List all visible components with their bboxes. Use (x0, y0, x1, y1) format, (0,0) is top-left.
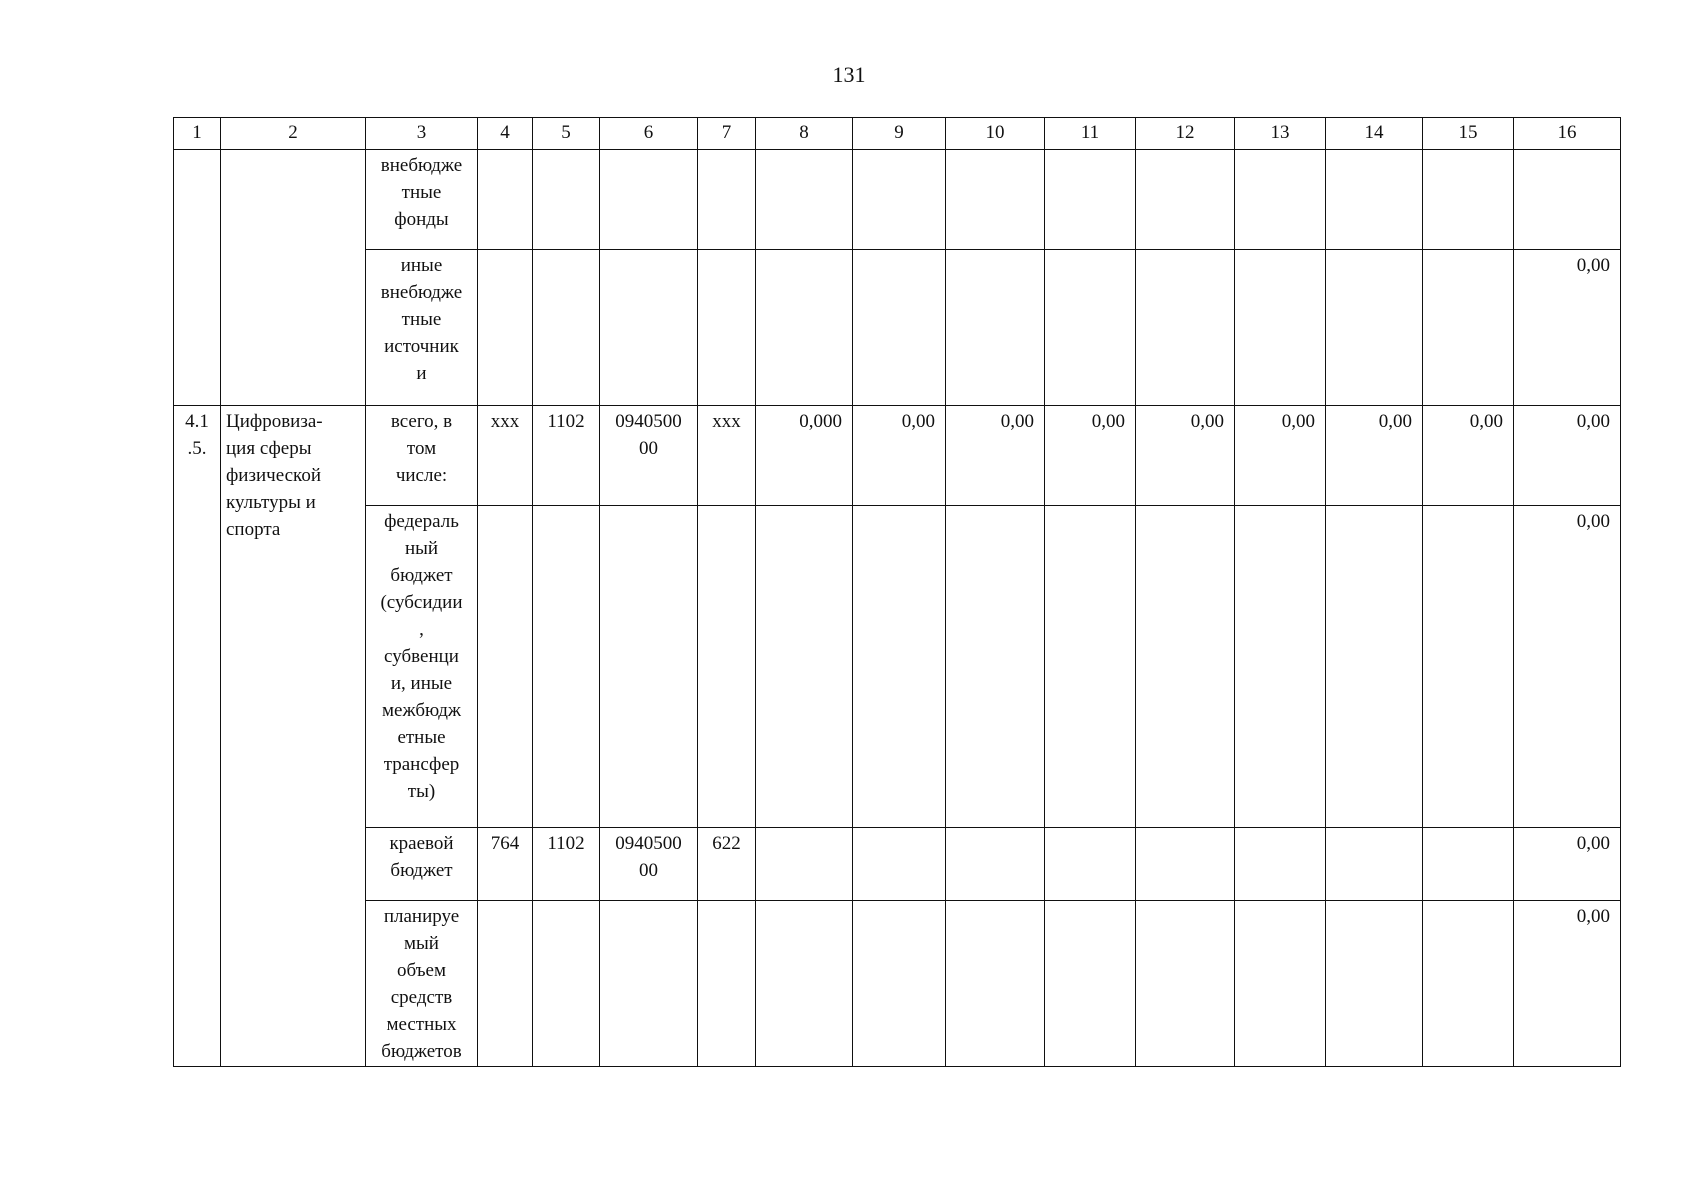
column-header: 16 (1514, 118, 1621, 150)
funding-source-cell: иные внебюдже тные источник и (366, 250, 478, 406)
budget-table (173, 117, 1621, 1067)
value-cell (756, 901, 853, 1067)
table-row (174, 828, 1621, 901)
value-cell: 0,00 (1514, 901, 1621, 1067)
value-cell (1045, 901, 1136, 1067)
table-cell (600, 250, 698, 406)
table-cell: 622 (698, 828, 756, 901)
value-cell (1423, 828, 1514, 901)
table-cell (600, 506, 698, 828)
value-cell (1045, 506, 1136, 828)
value-cell: 0,00 (1514, 506, 1621, 828)
table-cell (600, 150, 698, 250)
value-cell (946, 506, 1045, 828)
value-cell (1235, 150, 1326, 250)
value-cell: 0,00 (1326, 406, 1423, 506)
table-cell: ххх (478, 406, 533, 506)
value-cell (946, 828, 1045, 901)
table-cell (698, 250, 756, 406)
table-cell (600, 901, 698, 1067)
item-name-cell: Цифровиза- ция сферы физической культуры и спорта (221, 406, 366, 1067)
value-cell: 0,00 (1514, 406, 1621, 506)
value-cell: 0,00 (853, 406, 946, 506)
column-header: 8 (756, 118, 853, 150)
column-header: 14 (1326, 118, 1423, 150)
table-cell: 1102 (533, 406, 600, 506)
table-cell (478, 506, 533, 828)
column-header: 6 (600, 118, 698, 150)
value-cell: 0,00 (946, 406, 1045, 506)
column-header: 3 (366, 118, 478, 150)
table-cell (698, 901, 756, 1067)
table-cell (533, 506, 600, 828)
table-cell: 764 (478, 828, 533, 901)
name-cell-continued (221, 150, 366, 406)
value-cell (1326, 506, 1423, 828)
value-cell (946, 150, 1045, 250)
value-cell (946, 901, 1045, 1067)
value-cell (1326, 250, 1423, 406)
column-header: 11 (1045, 118, 1136, 150)
table-row (174, 406, 1621, 506)
header-row (174, 118, 1621, 150)
column-header: 1 (174, 118, 221, 150)
value-cell (1326, 901, 1423, 1067)
table-cell (478, 250, 533, 406)
value-cell: 0,00 (1514, 828, 1621, 901)
item-number-cell: 4.1 .5. (174, 406, 221, 1067)
value-cell (1045, 150, 1136, 250)
column-header: 9 (853, 118, 946, 150)
value-cell (1326, 828, 1423, 901)
table-cell (698, 150, 756, 250)
number-cell-continued (174, 150, 221, 406)
table-row (174, 150, 1621, 250)
table-cell: 0940500 00 (600, 406, 698, 506)
value-cell (853, 250, 946, 406)
value-cell (1136, 250, 1235, 406)
value-cell (853, 506, 946, 828)
value-cell (853, 828, 946, 901)
table-cell: ххх (698, 406, 756, 506)
value-cell: 0,00 (1045, 406, 1136, 506)
table-row (174, 506, 1621, 828)
table-cell (533, 250, 600, 406)
column-header: 10 (946, 118, 1045, 150)
value-cell (1136, 828, 1235, 901)
table-cell (698, 506, 756, 828)
funding-source-cell: внебюдже тные фонды (366, 150, 478, 250)
value-cell: 0,00 (1514, 250, 1621, 406)
value-cell (1235, 828, 1326, 901)
value-cell (1423, 506, 1514, 828)
value-cell: 0,00 (1235, 406, 1326, 506)
value-cell (1235, 506, 1326, 828)
value-cell: 0,000 (756, 406, 853, 506)
table-cell: 1102 (533, 828, 600, 901)
table-cell (533, 150, 600, 250)
page-number: 131 (832, 62, 866, 87)
value-cell (756, 506, 853, 828)
value-cell (1514, 150, 1621, 250)
value-cell (1045, 828, 1136, 901)
value-cell (1136, 150, 1235, 250)
value-cell (1045, 250, 1136, 406)
value-cell (1326, 150, 1423, 250)
column-header: 4 (478, 118, 533, 150)
table-cell: 0940500 00 (600, 828, 698, 901)
funding-source-cell: планируе мый объем средств местных бюджетов (366, 901, 478, 1067)
value-cell (756, 828, 853, 901)
table-cell (478, 901, 533, 1067)
column-header: 15 (1423, 118, 1514, 150)
value-cell (756, 150, 853, 250)
value-cell: 0,00 (1423, 406, 1514, 506)
table-row (174, 250, 1621, 406)
value-cell (1235, 250, 1326, 406)
column-header: 13 (1235, 118, 1326, 150)
value-cell (1423, 250, 1514, 406)
value-cell (853, 150, 946, 250)
column-header: 7 (698, 118, 756, 150)
value-cell (1136, 506, 1235, 828)
value-cell: 0,00 (1136, 406, 1235, 506)
value-cell (853, 901, 946, 1067)
value-cell (1423, 901, 1514, 1067)
column-header: 2 (221, 118, 366, 150)
column-header: 5 (533, 118, 600, 150)
funding-source-cell: федераль ный бюджет (субсидии , субвенци и, иные межбюдж етные трансфер ты) (366, 506, 478, 828)
table-row (174, 901, 1621, 1067)
value-cell (1136, 901, 1235, 1067)
funding-source-cell: всего, в том числе: (366, 406, 478, 506)
value-cell (1235, 901, 1326, 1067)
value-cell (756, 250, 853, 406)
funding-source-cell: краевой бюджет (366, 828, 478, 901)
table-cell (533, 901, 600, 1067)
table-cell (478, 150, 533, 250)
value-cell (1423, 150, 1514, 250)
column-header: 12 (1136, 118, 1235, 150)
value-cell (946, 250, 1045, 406)
